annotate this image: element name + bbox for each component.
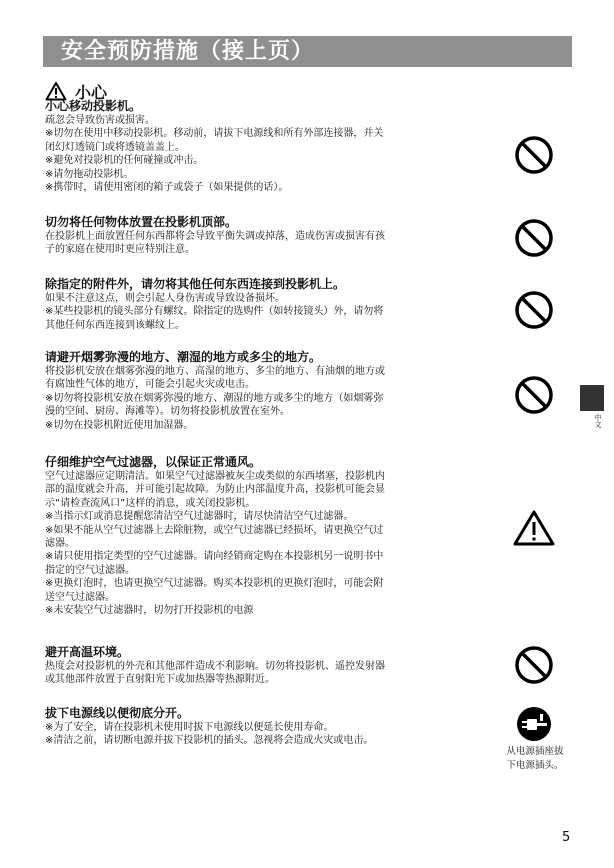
- section-line: ※请勿拖动投影机。: [45, 168, 134, 180]
- section-line: 疏忽会导致伤害或损害。: [45, 115, 155, 126]
- section-line: ※切勿在使用中移动投影机。移动前，请拔下电源线和所有外部连接器，并关: [45, 128, 384, 140]
- section-line: 示“请检查流风口”这样的消息，或关闭投影机。: [45, 497, 256, 509]
- prohibited-icon: [514, 218, 554, 258]
- section-line: ※避免对投影机的任何碰撞或冲击。: [45, 155, 204, 167]
- section-line: 在投影机上面放置任何东西都将会导致平衡失调或掉落，造成伤害或损害有孩: [45, 231, 385, 242]
- warning-triangle-icon: [512, 509, 556, 547]
- unplug-caption-line: 从电源插座拔: [506, 746, 564, 757]
- section-line: ※切勿将投影机安放在烟雾弥漫的地方、潮湿的地方或多尘的地方（如烟雾弥: [45, 392, 384, 404]
- section-line: ※切勿在投影机附近使用加湿器。: [45, 419, 194, 431]
- section-line: 热度会对投影机的外壳和其他部件造成不利影响。切勿将投影机、遥控发射器: [45, 661, 385, 672]
- section-heading: 请避开烟雾弥漫的地方、潮湿的地方或多尘的地方。: [45, 350, 322, 364]
- section-filter: [45, 455, 495, 617]
- section-line: ※清洁之前，请切断电源并拔下投影机的插头。忽视将会造成火灾或电击。: [45, 735, 374, 747]
- prohibited-icon: [514, 290, 554, 330]
- section-line: 或其他部件放置于直射阳光下或加热器等热源附近。: [45, 674, 275, 686]
- unplug-caption: [494, 745, 576, 773]
- section-line: 如果不注意这点，则会引起人身伤害或导致设备损坏。: [45, 293, 285, 304]
- section-line: 子的家庭在使用时更应特别注意。: [45, 244, 195, 256]
- section-line: 送空气过滤器。: [45, 591, 115, 603]
- section-move: [45, 99, 495, 194]
- prohibited-icon: [514, 375, 554, 415]
- section-line: 其他任何东西连接到该螺纹上。: [45, 319, 185, 331]
- unplug-caption-line: 下电源插头。: [506, 760, 564, 771]
- prohibited-icon: [514, 135, 554, 175]
- section-line: 空气过滤器应定期清洁。如果空气过滤器被灰尘或类似的东西堵塞，投影机内: [45, 471, 385, 482]
- section-line: 漫的空间、厨房、海滩等）。切勿将投影机放置在室外。: [45, 406, 290, 418]
- page-title-banner: [43, 36, 572, 67]
- section-top: [45, 215, 495, 257]
- language-tab-label: 中文: [594, 414, 602, 428]
- section-heading: 除指定的附件外，请勿将其他任何东西连接到投影机上。: [45, 277, 346, 291]
- caution-label: 小心: [75, 82, 108, 102]
- page-number: 5: [562, 830, 571, 845]
- page-title: 安全预防措施（接上页）: [61, 39, 315, 64]
- section-heading: 切勿将任何物体放置在投影机顶部。: [45, 215, 238, 229]
- section-line: 将投影机安放在烟雾弥漫的地方、高湿的地方、多尘的地方、有油烟的地方或: [45, 366, 385, 377]
- section-line: ※某些投影机的镜头部分有螺纹。除指定的选购件（如转接镜头）外，请勿将: [45, 306, 384, 318]
- unplug-icon: [514, 705, 554, 743]
- section-line: ※如果不能从空气过滤器上去除脏物，或空气过滤器已经损坏，请更换空气过: [45, 524, 384, 536]
- language-tab-marker: [580, 385, 604, 411]
- prohibited-icon: [514, 645, 554, 685]
- section-line: 有腐蚀性气体的地方，可能会引起火灾或电击。: [45, 379, 255, 391]
- section-heading: 避开高温环境。: [45, 645, 130, 659]
- section-line: ※为了安全，请在投影机未使用时拔下电源线以便延长使用寿命。: [45, 722, 334, 733]
- section-line: 部的温度就会升高，并可能引起故障。为防止内部温度升高，投影机可能会显: [45, 484, 385, 496]
- section-heading: 小心移动投影机。: [45, 99, 142, 113]
- section-line: 滤器。: [45, 538, 75, 550]
- section-line: ※更换灯泡时，也请更换空气过滤器。购买本投影机的更换灯泡时，可能会附: [45, 578, 384, 590]
- section-line: ※当指示灯或消息提醒您清洁空气过滤器时，请尽快清洁空气过滤器。: [45, 511, 354, 523]
- section-smoke: [45, 350, 495, 432]
- section-heading: 拔下电源线以便彻底分开。: [45, 706, 190, 720]
- section-line: ※未安装空气过滤器时，切勿打开投影机的电源: [45, 605, 254, 617]
- section-unplug: [45, 706, 495, 748]
- section-line: ※携带时，请使用密闭的箱子或袋子（如果提供的话）。: [45, 182, 289, 194]
- section-attach: [45, 277, 495, 332]
- section-line: 指定的空气过滤器。: [45, 564, 135, 576]
- section-heat: [45, 645, 495, 687]
- section-heading: 仔细维护空气过滤器，以保证正常通风。: [45, 455, 262, 469]
- section-line: 闭幻灯透镜门或将透镜盖盖上。: [45, 141, 185, 153]
- section-line: ※请只使用指定类型的空气过滤器。请向经销商定购在本投影机另一说明书中: [45, 551, 384, 563]
- warning-triangle-icon: [45, 81, 67, 101]
